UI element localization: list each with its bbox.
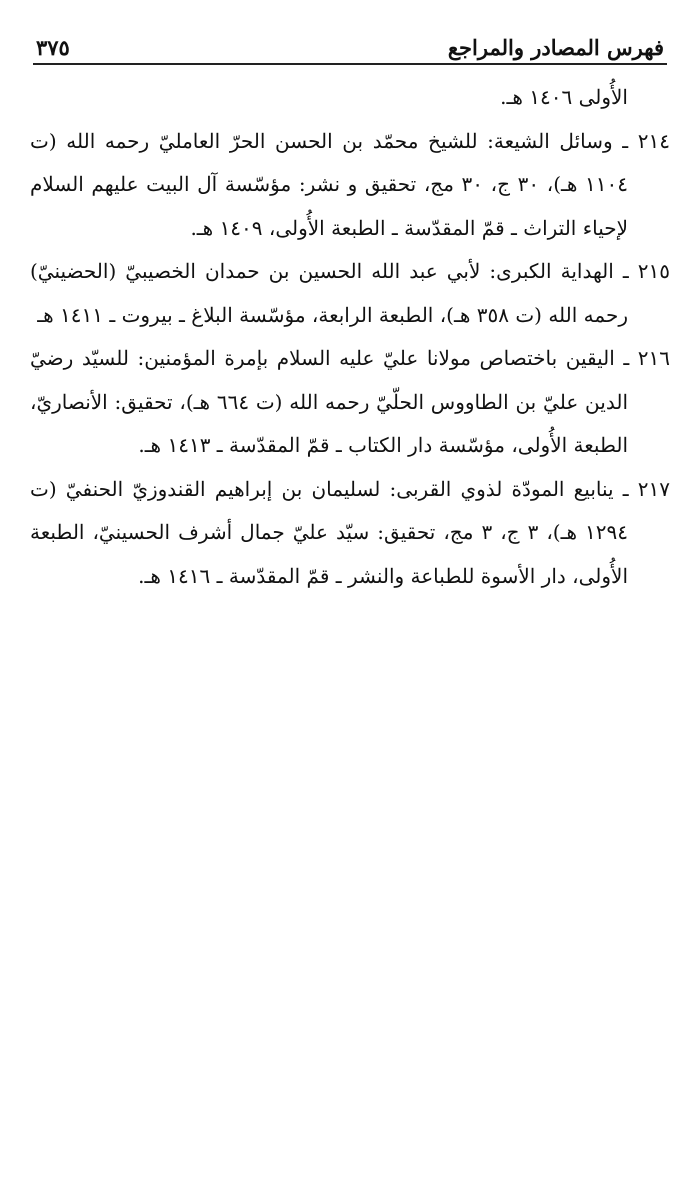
bibliography-list: [30, 76, 670, 598]
bibliography-entry-215: ٢١٥ ـ الهداية الكبرى: لأبي عبد الله الحسين بن حمدان الخصيبيّ (الحضينيّ) رحمه الله (ت ٣٥٨ هـ)، الطبعة الرابعة، مؤسّسة البلاغ ـ بيروت ـ ١٤١١ هـ: [30, 259, 671, 327]
header-divider: [33, 63, 667, 65]
running-title: فهرس المصادر والمراجع: [447, 35, 664, 60]
bibliography-entry-216: ٢١٦ ـ اليقين باختصاص مولانا عليّ عليه السلام بإمرة المؤمنين: للسيّد رضيّ الدين عليّ بن الطاووس الحلّيّ رحمه الله (ت ٦٦٤ هـ)، تحقيق: الأنصاريّ، الطبعة الأُولى، مؤسّسة دار الكتاب ـ قمّ المقدّسة ـ ١٤١٣ هـ.: [30, 346, 670, 457]
running-header: [36, 20, 664, 60]
bibliography-entry-continuation: الأُولى ١٤٠٦ هـ.: [500, 85, 628, 109]
bibliography-entry-214: ٢١٤ ـ وسائل الشيعة: للشيخ محمّد بن الحسن الحرّ العامليّ رحمه الله (ت ١١٠٤ هـ)، ٣٠ ج، ٣٠ مج، تحقيق و نشر: مؤسّسة آل البيت عليهم السلام لإحياء التراث ـ قمّ المقدّسة ـ الطبعة الأُولى، ١٤٠٩ هـ.: [30, 128, 670, 240]
page-number: ٣٧٥: [36, 35, 70, 60]
bibliography-entry-217: ٢١٧ ـ ينابيع المودّة لذوي القربى: لسليمان بن إبراهيم القندوزيّ الحنفيّ (ت ١٢٩٤ هـ)، ٣ ج، ٣ مج، تحقيق: سيّد عليّ جمال أشرف الحسينيّ، الطبعة الأُولى، دار الأسوة للطباعة والنشر ـ قمّ المقدّسة ـ ١٤١٦ هـ.: [30, 476, 670, 588]
